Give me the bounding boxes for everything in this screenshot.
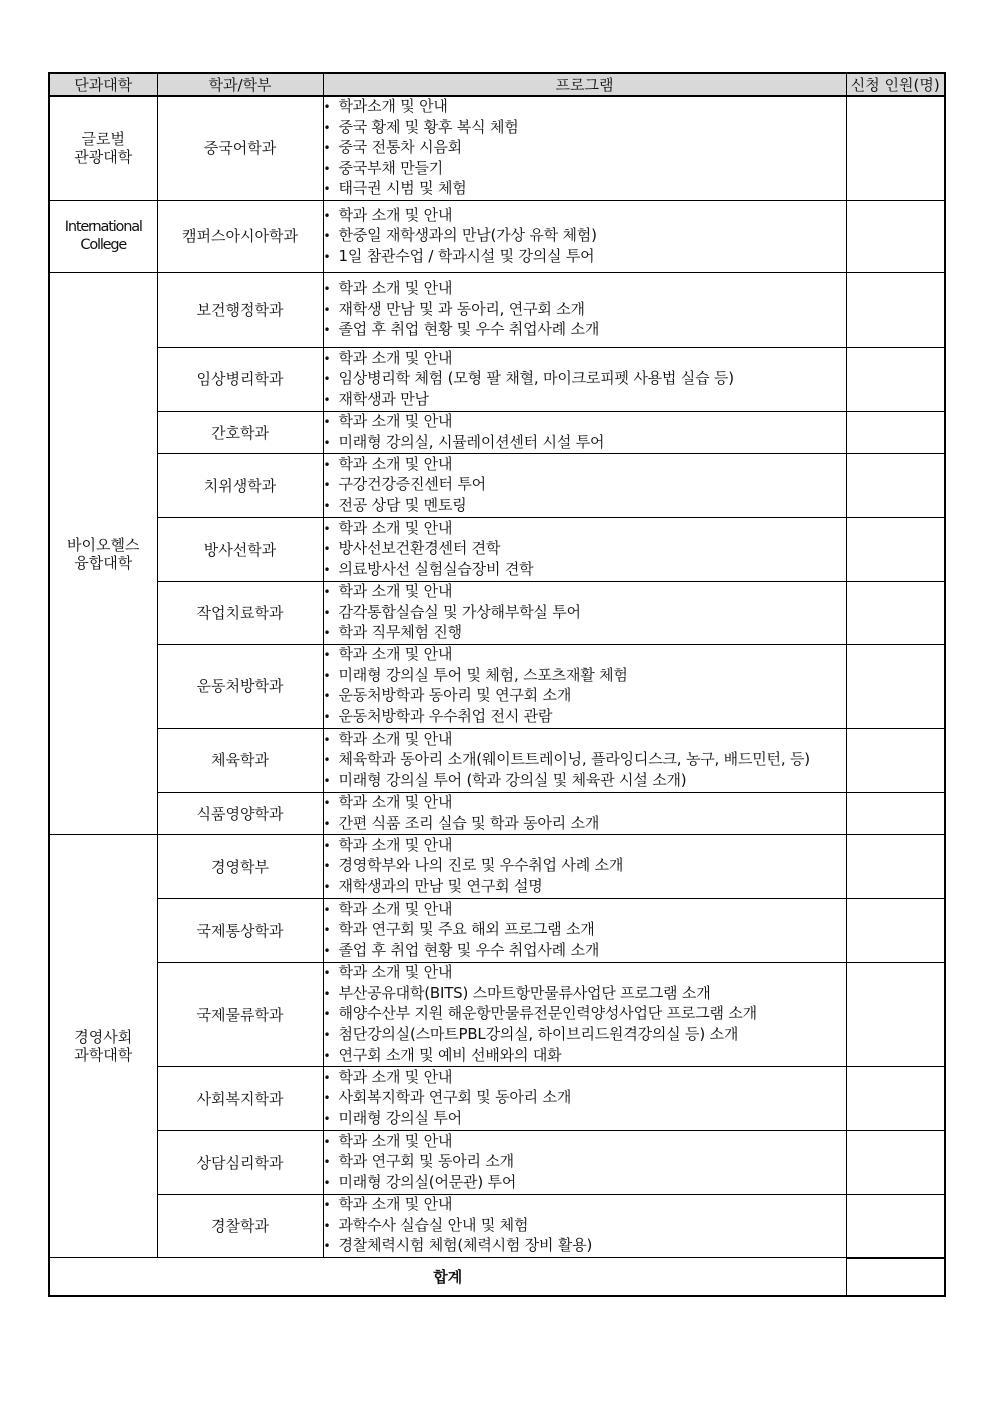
header-department: 학과/학부 [157, 73, 323, 96]
program-list [324, 412, 846, 453]
bullet-icon: • [323, 1155, 331, 1170]
applicant-count-cell[interactable] [846, 899, 945, 963]
list-item [324, 686, 846, 707]
applicant-count-cell[interactable] [846, 582, 945, 645]
program-item-text: 미래형 강의실, 시뮬레이션센터 시설 투어 [338, 432, 605, 451]
bullet-icon: • [323, 562, 331, 577]
program-item-text: 미래형 강의실 투어 [338, 1108, 462, 1127]
program-list [324, 349, 846, 411]
table-row [49, 518, 945, 582]
program-item-text: 방사선보건환경센터 견학 [338, 539, 501, 558]
applicant-count-cell[interactable] [846, 792, 945, 834]
program-item-text: 운동처방학과 동아리 및 연구회 소개 [338, 686, 572, 705]
bullet-icon: • [323, 542, 331, 557]
header-college: 단과대학 [49, 73, 157, 96]
table-row [49, 963, 945, 1067]
program-item-text: 구강건강증진센터 투어 [338, 475, 486, 494]
program-cell [323, 1195, 846, 1258]
program-item-text: 학과 소개 및 안내 [338, 729, 453, 748]
college-cell [49, 96, 157, 200]
program-item-text: 태극권 시범 및 체험 [338, 179, 467, 198]
table-row [49, 96, 945, 200]
program-item-text: 미래형 강의실 투어 및 체험, 스포츠재활 체험 [338, 665, 628, 684]
college-name-line: 바이오헬스 [67, 535, 140, 554]
header-row [49, 73, 945, 96]
department-name: 식품영양학과 [157, 792, 323, 834]
applicant-count-cell[interactable] [846, 347, 945, 411]
applicant-count-cell[interactable] [846, 963, 945, 1067]
list-item [324, 118, 846, 139]
program-list [324, 1195, 846, 1257]
program-cell [323, 200, 846, 272]
program-item-text: 해양수산부 지원 해운항만물류전문인력양성사업단 프로그램 소개 [338, 1004, 757, 1023]
program-list [324, 582, 846, 644]
program-cell [323, 582, 846, 645]
table-row [49, 272, 945, 347]
list-item [324, 645, 846, 666]
department-name: 중국어학과 [157, 96, 323, 200]
applicant-count-cell[interactable] [846, 1131, 945, 1195]
bullet-icon: • [323, 668, 331, 683]
bullet-icon: • [323, 859, 331, 874]
bullet-icon: • [323, 943, 331, 958]
college-cell [49, 835, 157, 1258]
bullet-icon: • [323, 773, 331, 788]
program-item-text: 체육학과 동아리 소개(웨이트트레이닝, 플라잉디스크, 농구, 배드민턴, 등) [338, 750, 810, 769]
list-item [324, 900, 846, 921]
list-item [324, 941, 846, 962]
program-list [324, 836, 846, 898]
program-cell [323, 96, 846, 200]
bullet-icon: • [323, 372, 331, 387]
list-item [324, 730, 846, 751]
department-name: 국제물류학과 [157, 963, 323, 1067]
list-item [324, 390, 846, 411]
program-item-text: 학과 소개 및 안내 [338, 518, 453, 537]
list-item [324, 666, 846, 687]
program-cell [323, 644, 846, 728]
list-item [324, 138, 846, 159]
program-list [324, 963, 846, 1066]
list-item [324, 1004, 846, 1025]
bullet-icon: • [323, 457, 331, 472]
program-item-text: 경찰체력시험 체험(체력시험 장비 활용) [338, 1236, 593, 1255]
program-item-text: 연구회 소개 및 예비 선배와의 대화 [338, 1045, 562, 1064]
bullet-icon: • [323, 1111, 331, 1126]
department-name: 보건행정학과 [157, 272, 323, 347]
list-item [324, 206, 846, 227]
bullet-icon: • [323, 626, 331, 641]
list-item [324, 475, 846, 496]
program-list [324, 97, 846, 200]
bullet-icon: • [323, 605, 331, 620]
table-row [49, 792, 945, 834]
table-row [49, 899, 945, 963]
program-item-text: 학과 소개 및 안내 [338, 1067, 453, 1086]
applicant-count-cell[interactable] [846, 644, 945, 728]
program-item-text: 학과 연구회 및 동아리 소개 [338, 1152, 514, 1171]
program-item-text: 학과 소개 및 안내 [338, 205, 453, 224]
table-row [49, 454, 945, 518]
program-item-text: 학과 소개 및 안내 [338, 454, 453, 473]
bullet-icon: • [323, 753, 331, 768]
program-list [324, 206, 846, 268]
list-item [324, 519, 846, 540]
program-list [324, 519, 846, 581]
list-item [324, 1152, 846, 1173]
bullet-icon: • [323, 1007, 331, 1022]
program-cell [323, 728, 846, 792]
bullet-icon: • [323, 648, 331, 663]
program-list [324, 793, 846, 834]
list-item [324, 179, 846, 200]
bullet-icon: • [323, 838, 331, 853]
program-cell [323, 835, 846, 899]
table-row [49, 347, 945, 411]
program-cell [323, 518, 846, 582]
college-name-line: 글로벌 [81, 130, 125, 149]
program-item-text: 운동처방학과 우수취업 전시 관람 [338, 707, 553, 726]
list-item [324, 707, 846, 728]
applicant-count-cell[interactable] [846, 728, 945, 792]
bullet-icon: • [323, 923, 331, 938]
applicant-count-cell[interactable] [846, 835, 945, 899]
program-item-text: 부산공유대학(BITS) 스마트항만물류사업단 프로그램 소개 [338, 983, 711, 1002]
bullet-icon: • [323, 478, 331, 493]
bullet-icon: • [323, 585, 331, 600]
bullet-icon: • [323, 816, 331, 831]
bullet-icon: • [323, 414, 331, 429]
bullet-icon: • [323, 141, 331, 156]
list-item [324, 623, 846, 644]
list-item [324, 369, 846, 390]
list-item [324, 455, 846, 476]
college-cell [49, 272, 157, 834]
list-item [324, 1068, 846, 1089]
program-item-text: 학과 소개 및 안내 [338, 963, 453, 982]
list-item [324, 877, 846, 898]
bullet-icon: • [323, 795, 331, 810]
bullet-icon: • [323, 351, 331, 366]
program-item-text: 학과 소개 및 안내 [338, 645, 453, 664]
applicant-count-cell[interactable] [846, 1067, 945, 1131]
program-item-text: 재학생 만남 및 과 동아리, 연구회 소개 [338, 299, 585, 318]
program-item-text: 1일 참관수업 / 학과시설 및 강의실 투어 [338, 246, 595, 265]
college-name-line: 과학대학 [74, 1046, 133, 1065]
header-program: 프로그램 [323, 73, 846, 96]
applicant-count-cell[interactable] [846, 200, 945, 272]
program-item-text: 학과 소개 및 안내 [338, 348, 453, 367]
department-name: 경영학부 [157, 835, 323, 899]
program-item-text: 학과 소개 및 안내 [338, 835, 453, 854]
table-row [49, 1067, 945, 1131]
college-name-line: 경영사회 [74, 1028, 133, 1047]
department-name: 상담심리학과 [157, 1131, 323, 1195]
list-item [324, 412, 846, 433]
program-item-text: 미래형 강의실 투어 (학과 강의실 및 체육관 시설 소개) [338, 770, 687, 789]
program-item-text: 학과 소개 및 안내 [338, 279, 453, 298]
applicant-count-cell[interactable] [846, 96, 945, 200]
list-item [324, 349, 846, 370]
list-item [324, 97, 846, 118]
program-cell [323, 454, 846, 518]
table-body [49, 96, 945, 1258]
list-item [324, 1109, 846, 1130]
program-cell [323, 963, 846, 1067]
college-name-line: College [80, 237, 127, 254]
bullet-icon: • [323, 986, 331, 1001]
list-item [324, 963, 846, 984]
list-item [324, 539, 846, 560]
program-item-text: 전공 상담 및 멘토링 [338, 495, 467, 514]
applicant-count-cell[interactable] [846, 272, 945, 347]
program-item-text: 중국 황제 및 황후 복식 체험 [338, 117, 519, 136]
list-item [324, 1195, 846, 1216]
bullet-icon: • [323, 1134, 331, 1149]
program-item-text: 학과 소개 및 안내 [338, 1195, 453, 1214]
list-item [324, 814, 846, 835]
list-item [324, 320, 846, 341]
list-item [324, 1173, 846, 1194]
list-item [324, 856, 846, 877]
program-item-text: 미래형 강의실(어문관) 투어 [338, 1172, 517, 1191]
program-item-text: 졸업 후 취업 현황 및 우수 취업사례 소개 [338, 320, 600, 339]
bullet-icon: • [323, 521, 331, 536]
list-item [324, 1046, 846, 1067]
department-name: 작업치료학과 [157, 582, 323, 645]
list-item [324, 247, 846, 268]
program-item-text: 학과소개 및 안내 [338, 97, 448, 115]
college-name-line: International [64, 219, 142, 236]
department-name: 간호학과 [157, 411, 323, 453]
list-item [324, 226, 846, 247]
applicant-count-cell[interactable] [846, 454, 945, 518]
program-item-text: 사회복지학과 연구회 및 동아리 소개 [338, 1088, 572, 1107]
program-list [324, 455, 846, 517]
department-name: 방사선학과 [157, 518, 323, 582]
table-row [49, 728, 945, 792]
total-label: 합계 [49, 1258, 846, 1296]
total-count-cell [846, 1258, 945, 1296]
college-name-line: 융합대학 [74, 553, 133, 572]
list-item [324, 1025, 846, 1046]
program-item-text: 임상병리학 체험 (모형 팔 채혈, 마이크로피펫 사용법 실습 등) [338, 369, 734, 388]
bullet-icon: • [323, 249, 331, 264]
bullet-icon: • [323, 1070, 331, 1085]
table-row [49, 1195, 945, 1258]
bullet-icon: • [323, 208, 331, 223]
bullet-icon: • [323, 323, 331, 338]
bullet-icon: • [323, 1175, 331, 1190]
program-item-text: 학과 소개 및 안내 [338, 1131, 453, 1150]
bullet-icon: • [323, 732, 331, 747]
list-item [324, 793, 846, 814]
bullet-icon: • [323, 1091, 331, 1106]
list-item [324, 433, 846, 454]
list-item [324, 920, 846, 941]
program-item-text: 감각통합실습실 및 가상해부학실 투어 [338, 602, 581, 621]
bullet-icon: • [323, 282, 331, 297]
list-item [324, 300, 846, 321]
table-row [49, 644, 945, 728]
list-item [324, 836, 846, 857]
program-list [324, 1068, 846, 1130]
bullet-icon: • [323, 1218, 331, 1233]
program-item-text: 간편 식품 조리 실습 및 학과 동아리 소개 [338, 813, 600, 832]
program-item-text: 첨단강의실(스마트PBL강의실, 하이브리드원격강의실 등) 소개 [338, 1024, 739, 1043]
bullet-icon: • [323, 392, 331, 407]
bullet-icon: • [323, 302, 331, 317]
department-name: 운동처방학과 [157, 644, 323, 728]
table-row [49, 582, 945, 645]
bullet-icon: • [323, 1027, 331, 1042]
bullet-icon: • [323, 182, 331, 197]
program-item-text: 학과 연구회 및 주요 해외 프로그램 소개 [338, 920, 595, 939]
table-row [49, 200, 945, 272]
program-item-text: 의료방사선 실험실습장비 견학 [338, 559, 534, 578]
bullet-icon: • [323, 902, 331, 917]
college-name-line: 관광대학 [74, 148, 133, 167]
program-item-text: 한중일 재학생과의 만남(가상 유학 체험) [338, 226, 597, 245]
department-name: 사회복지학과 [157, 1067, 323, 1131]
program-item-text: 졸업 후 취업 현황 및 우수 취업사례 소개 [338, 940, 600, 959]
bullet-icon: • [323, 100, 331, 114]
program-item-text: 학과 소개 및 안내 [338, 899, 453, 918]
table-row [49, 835, 945, 899]
bullet-icon: • [323, 689, 331, 704]
program-item-text: 중국 전통차 시음회 [338, 138, 462, 157]
table-row [49, 1131, 945, 1195]
bullet-icon: • [323, 710, 331, 725]
program-cell [323, 792, 846, 834]
program-item-text: 학과 소개 및 안내 [338, 792, 453, 811]
bullet-icon: • [323, 498, 331, 513]
list-item [324, 496, 846, 517]
department-name: 캠퍼스아시아학과 [157, 200, 323, 272]
list-item [324, 159, 846, 180]
bullet-icon: • [323, 435, 331, 450]
bullet-icon: • [323, 1239, 331, 1254]
department-name: 경찰학과 [157, 1195, 323, 1258]
list-item [324, 1216, 846, 1237]
program-list [324, 645, 846, 727]
department-name: 국제통상학과 [157, 899, 323, 963]
college-cell [49, 200, 157, 272]
program-item-text: 재학생과 만남 [338, 389, 429, 408]
list-item [324, 1236, 846, 1257]
program-list [324, 730, 846, 792]
list-item [324, 1088, 846, 1109]
list-item [324, 1132, 846, 1153]
header-count: 신청 인원(명) [846, 73, 945, 96]
department-name: 체육학과 [157, 728, 323, 792]
list-item [324, 582, 846, 603]
program-cell [323, 272, 846, 347]
bullet-icon: • [323, 120, 331, 135]
list-item [324, 771, 846, 792]
program-item-text: 경영학부와 나의 진로 및 우수취업 사례 소개 [338, 856, 624, 875]
list-item [324, 603, 846, 624]
department-name: 임상병리학과 [157, 347, 323, 411]
program-item-text: 과학수사 실습실 안내 및 체험 [338, 1215, 529, 1234]
program-cell [323, 1067, 846, 1131]
program-item-text: 학과 직무체험 진행 [338, 623, 462, 642]
applicant-count-cell[interactable] [846, 518, 945, 582]
bullet-icon: • [323, 1198, 331, 1213]
program-item-text: 재학생과의 만남 및 연구회 설명 [338, 876, 543, 895]
department-name: 치위생학과 [157, 454, 323, 518]
list-item [324, 984, 846, 1005]
total-row [49, 1258, 945, 1296]
program-cell [323, 1131, 846, 1195]
applicant-count-cell[interactable] [846, 411, 945, 453]
program-list [324, 1132, 846, 1194]
program-item-text: 중국부채 만들기 [338, 158, 444, 177]
list-item [324, 560, 846, 581]
program-cell [323, 347, 846, 411]
program-table [48, 72, 946, 1297]
program-item-text: 학과 소개 및 안내 [338, 411, 453, 430]
bullet-icon: • [323, 161, 331, 176]
program-item-text: 학과 소개 및 안내 [338, 582, 453, 601]
list-item [324, 750, 846, 771]
applicant-count-cell[interactable] [846, 1195, 945, 1258]
bullet-icon: • [323, 229, 331, 244]
program-cell [323, 411, 846, 453]
program-cell [323, 899, 846, 963]
bullet-icon: • [323, 1048, 331, 1063]
program-list [324, 900, 846, 962]
program-list [324, 279, 846, 341]
table-row [49, 411, 945, 453]
bullet-icon: • [323, 966, 331, 981]
list-item [324, 279, 846, 300]
bullet-icon: • [323, 879, 331, 894]
